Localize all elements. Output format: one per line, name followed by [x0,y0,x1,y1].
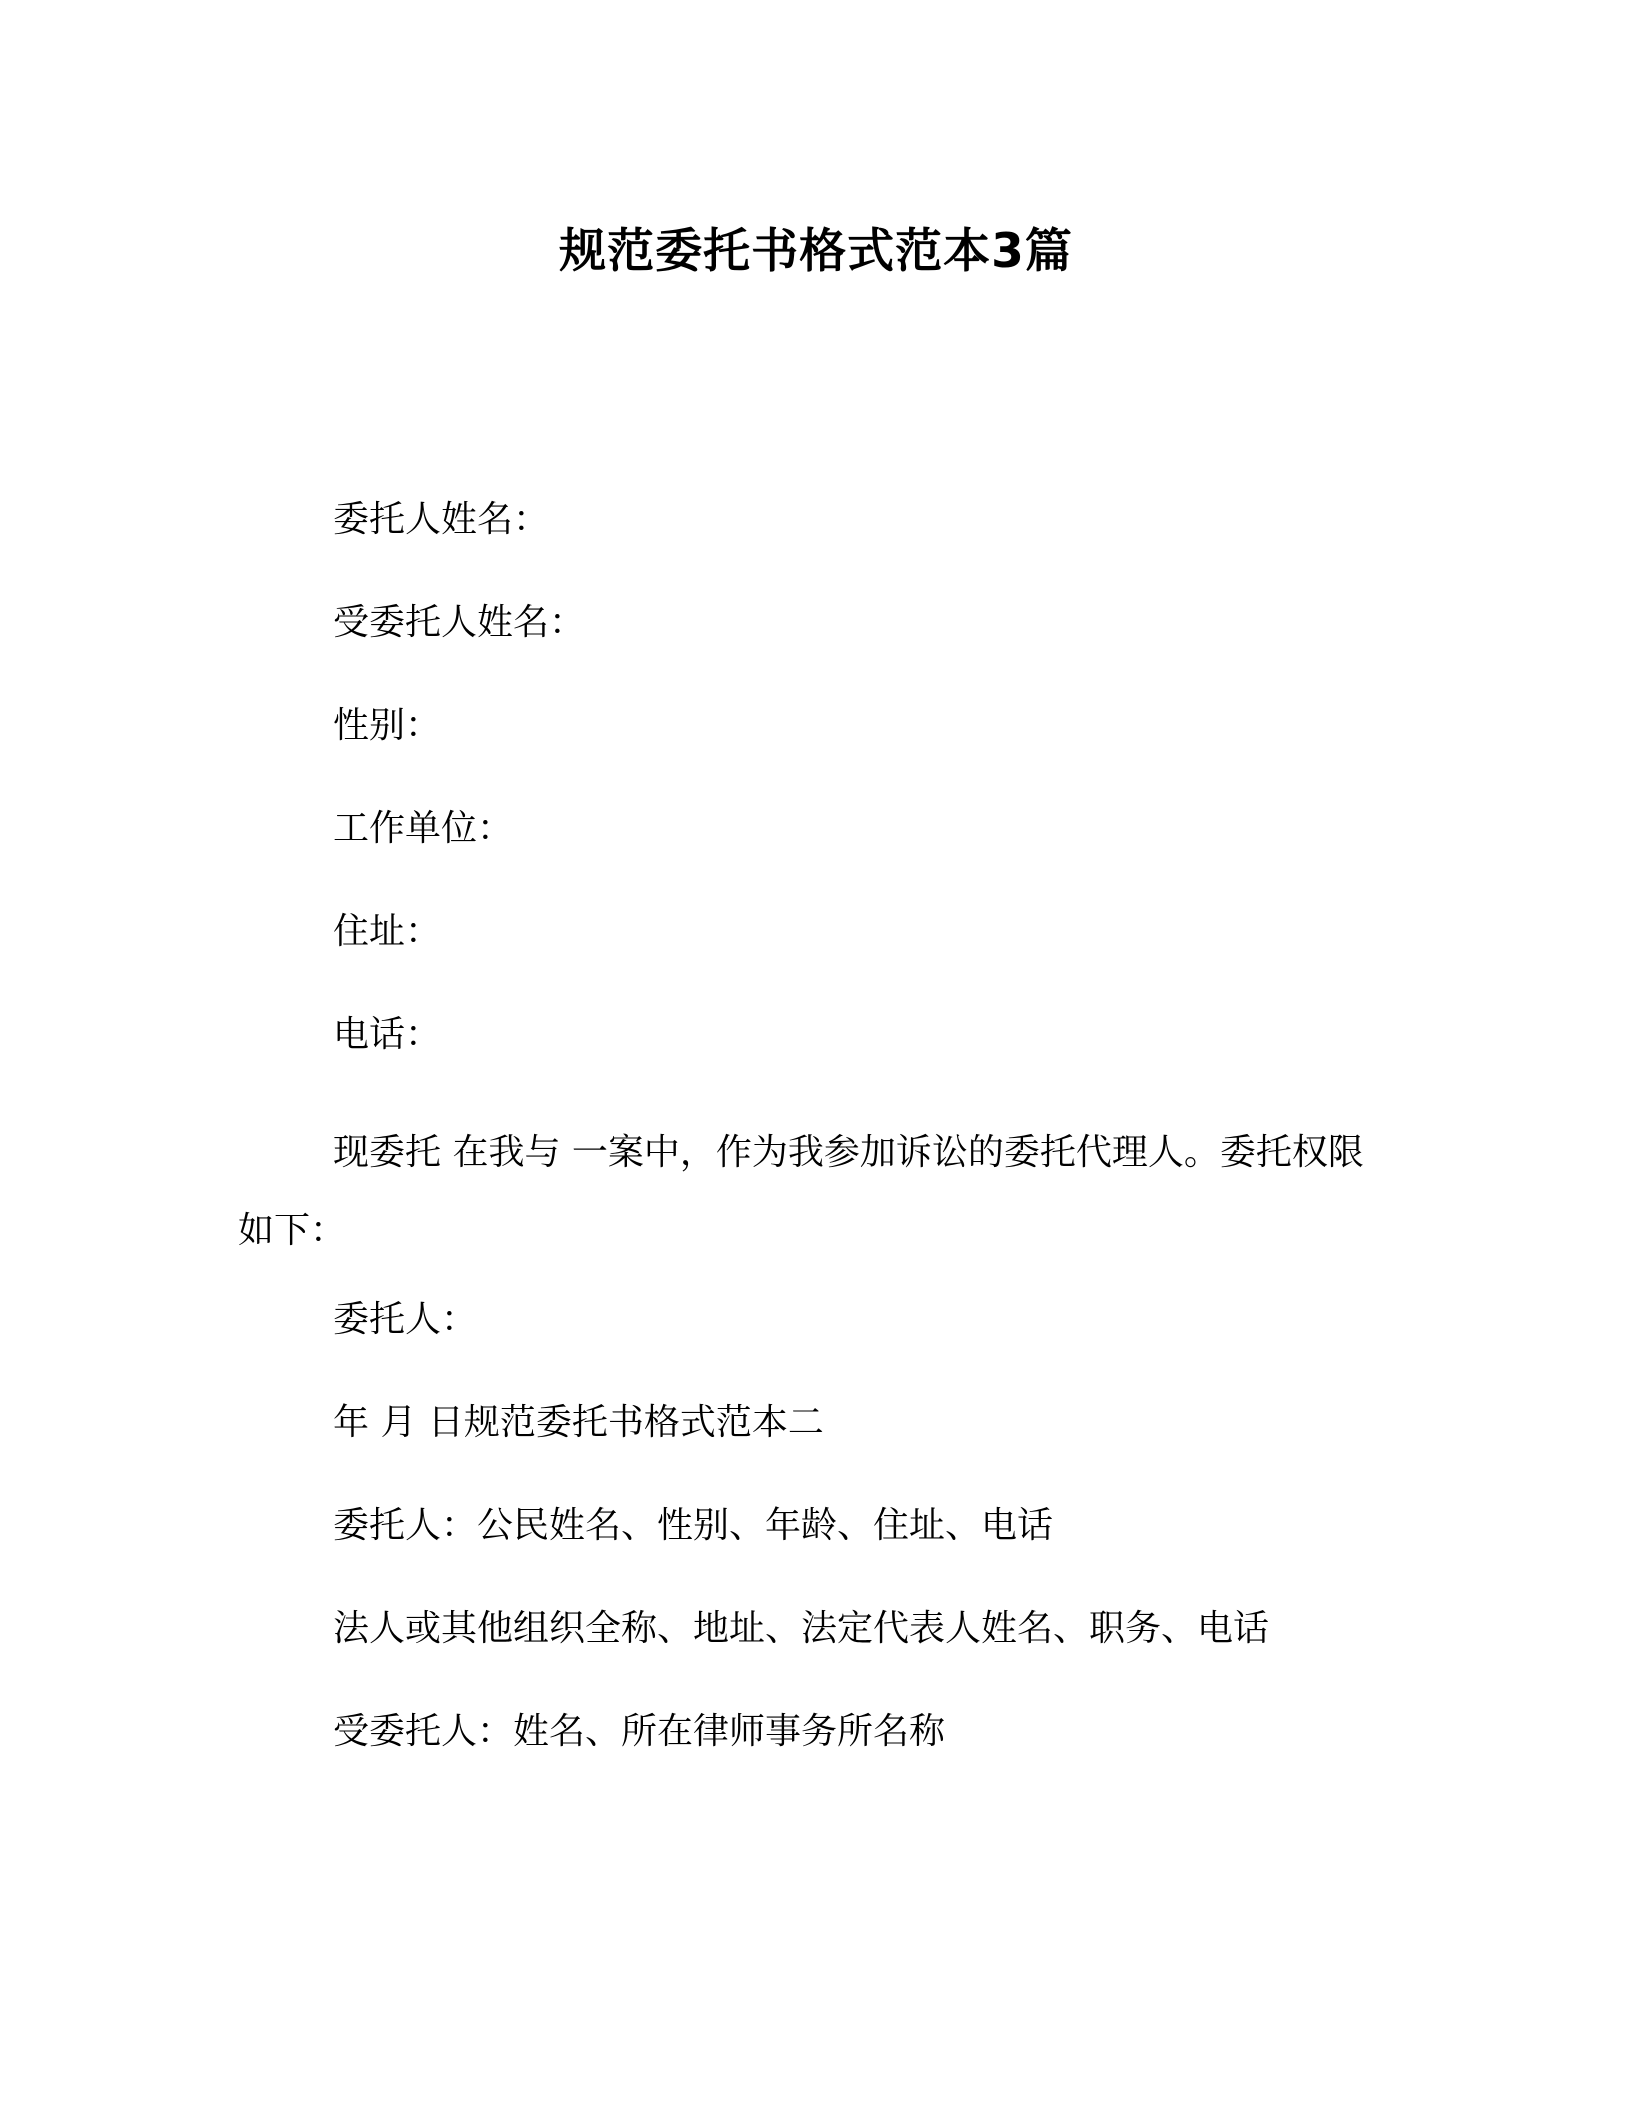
field-phone: 电话： [333,1014,442,1055]
principal-organization-info: 法人或其他组织全称、地址、法定代表人姓名、职务、电话 [333,1608,1270,1649]
principal-signature-line: 委托人： [333,1299,478,1340]
mandate-paragraph: 现委托 在我与 一案中，作为我参加诉讼的委托代理人。委托权限如下： [238,1132,1364,1251]
field-address: 住址： [333,911,442,952]
field-work-unit: 工作单位： [333,808,514,849]
field-agent-name: 受委托人姓名： [333,602,586,643]
field-gender: 性别： [333,705,442,746]
principal-citizen-info: 委托人：公民姓名、性别、年龄、住址、电话 [333,1505,1054,1546]
document-title: 规范委托书格式范本3篇 [559,224,1073,279]
field-principal-name: 委托人姓名： [333,499,550,540]
date-and-template-two-heading: 年 月 日规范委托书格式范本二 [333,1402,824,1443]
agent-info: 受委托人：姓名、所在律师事务所名称 [333,1711,946,1752]
